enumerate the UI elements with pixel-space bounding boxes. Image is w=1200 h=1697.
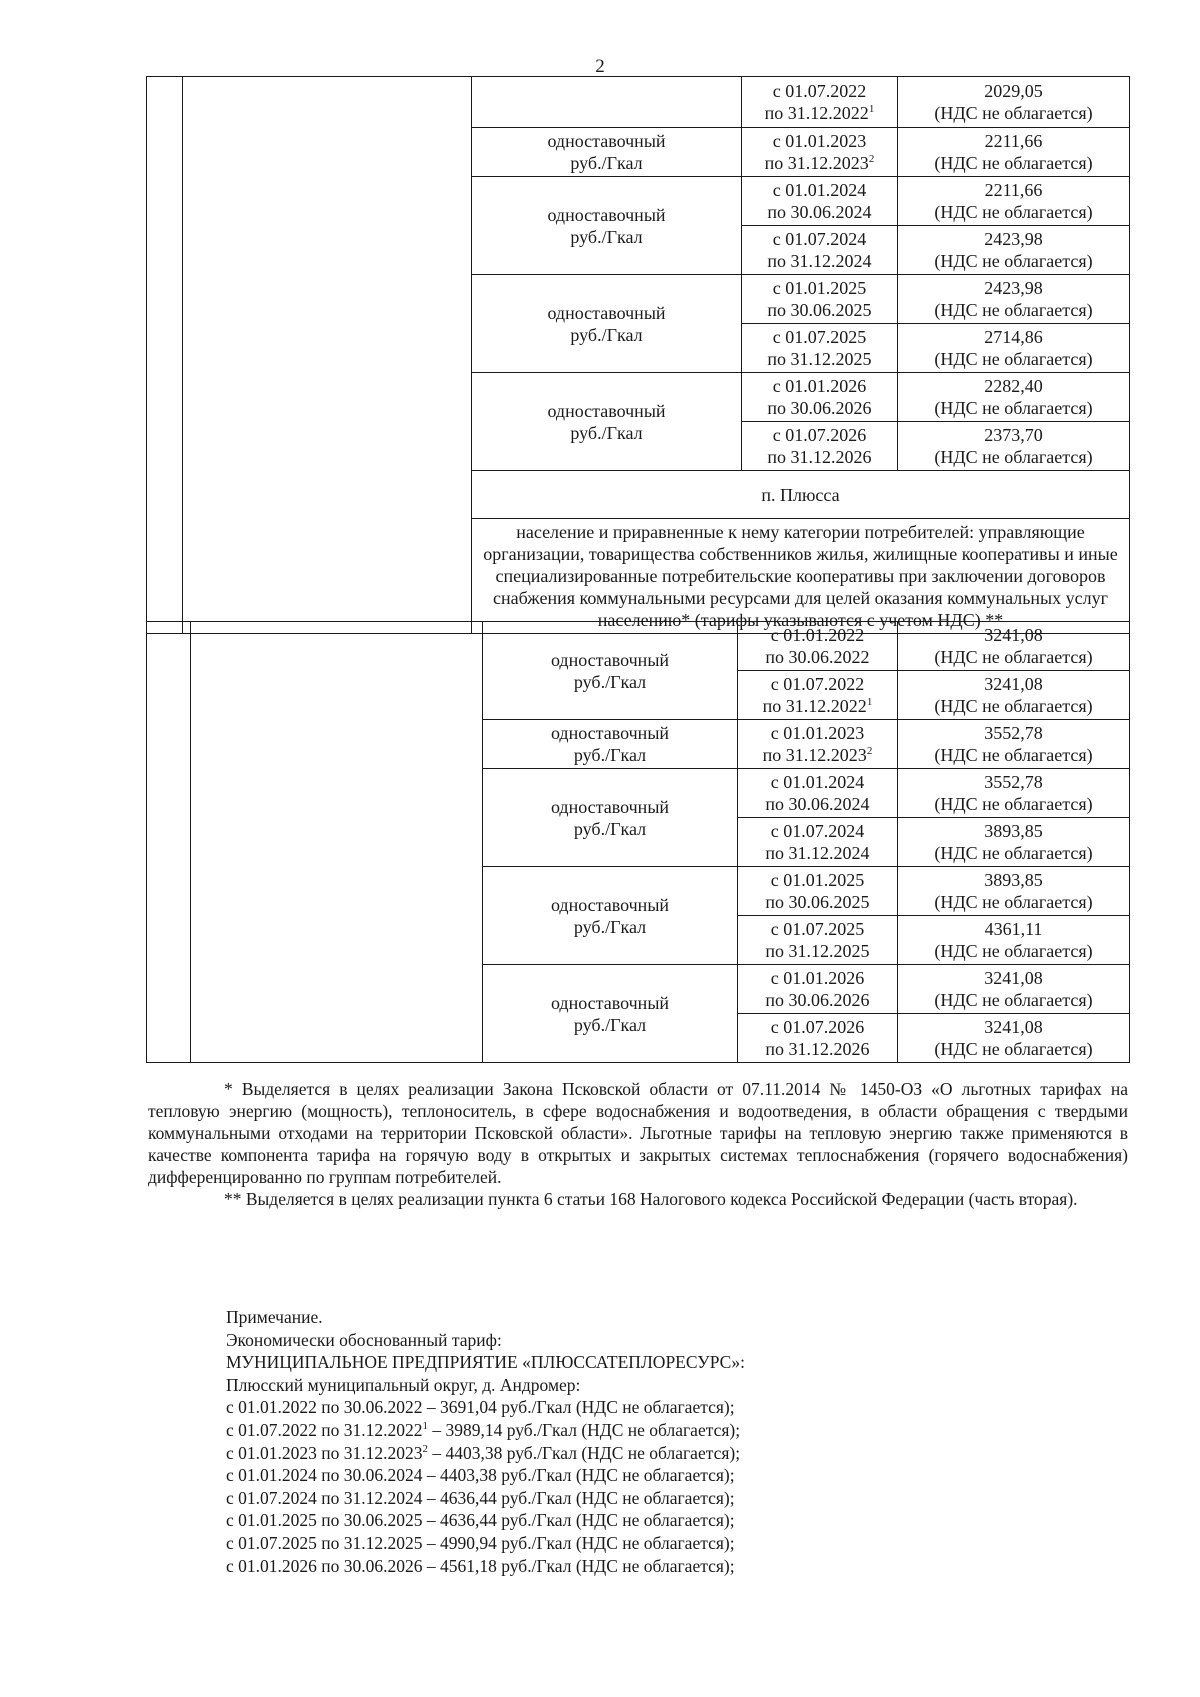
period-from: с 01.07.2025 <box>770 919 865 939</box>
tariff-unit: руб./Гкал <box>573 916 647 937</box>
tariff-kind: одноставочный <box>550 649 670 670</box>
period-to: по 30.06.2024 <box>765 794 870 814</box>
note-locality: Плюсский муниципальный округ, д. Андромер: <box>226 1374 581 1395</box>
period-cell <box>742 128 898 177</box>
period-from: с 01.01.2023 <box>772 131 867 151</box>
period-cell <box>742 77 898 128</box>
period-cell <box>742 324 898 373</box>
period-to: по 30.06.2022 <box>765 647 870 667</box>
vat-note: (НДС не облагается) <box>934 300 1093 320</box>
tariff-value: 2423,98 <box>984 229 1043 249</box>
period-cell <box>738 965 898 1014</box>
note-heading: Примечание. <box>226 1307 323 1327</box>
period-to: по 31.12.2026 <box>767 447 872 467</box>
page-number: 2 <box>595 56 605 77</box>
note-tariff-title: Экономически обоснованный тариф: <box>226 1329 502 1350</box>
period-to: по 31.12.2023$^2$ <box>762 745 873 765</box>
note-line: с 01.07.2025 по 31.12.2025 – 4990,94 руб./Гкал (НДС не облагается); <box>226 1532 735 1553</box>
locality-heading: п. Плюсса <box>472 471 1130 519</box>
period-to: по 31.12.2025 <box>767 349 872 369</box>
tariff-unit: руб./Гкал <box>570 153 643 173</box>
vat-note: (НДС не облагается) <box>934 990 1093 1010</box>
footnotes <box>148 1078 1128 1210</box>
tariff-kind: одноставочный <box>547 204 666 225</box>
tariff-kind-cell <box>483 720 738 769</box>
tariff-kind-cell <box>483 965 738 1063</box>
vat-note: (НДС не облагается) <box>934 892 1093 912</box>
tariff-unit: руб./Гкал <box>570 324 643 345</box>
tariff-kind-cell <box>472 128 742 177</box>
period-to: по 31.12.2022$^1$ <box>764 103 875 123</box>
tariff-value-cell <box>898 818 1130 867</box>
period-cell <box>738 916 898 965</box>
tariff-unit: руб./Гкал <box>573 818 647 839</box>
tariff-kind-cell <box>472 373 742 471</box>
tariff-value: 3552,78 <box>984 723 1043 743</box>
period-cell <box>738 867 898 916</box>
period-to: по 30.06.2025 <box>767 300 872 320</box>
tariff-value-cell <box>898 177 1130 226</box>
period-to: по 31.12.2026 <box>765 1039 870 1059</box>
tariff-value: 3241,08 <box>984 1017 1043 1037</box>
period-to: по 30.06.2024 <box>767 202 872 222</box>
tariff-unit: руб./Гкал <box>573 1014 647 1035</box>
tariff-value: 3241,08 <box>984 674 1043 694</box>
vat-note: (НДС не облагается) <box>934 647 1093 667</box>
period-cell <box>742 226 898 275</box>
period-to: по 31.12.2022$^1$ <box>762 696 873 716</box>
vat-note: (НДС не облагается) <box>934 941 1093 961</box>
period-from: с 01.07.2022 <box>772 81 867 101</box>
footnote-star2: ** Выделяется в целях реализации пункта 6 статьи 168 Налогового кодекса Российской Федерации (часть вторая). <box>224 1189 1078 1209</box>
tariff-value-cell <box>898 671 1130 720</box>
period-from: с 01.07.2026 <box>770 1017 865 1037</box>
period-from: с 01.01.2025 <box>772 278 867 298</box>
note-block <box>226 1306 1126 1577</box>
table-empty-cell <box>183 77 472 634</box>
vat-note: (НДС не облагается) <box>934 696 1093 716</box>
tariff-value: 4361,11 <box>984 919 1043 939</box>
period-cell <box>738 1014 898 1063</box>
period-cell <box>742 422 898 471</box>
tariff-kind-cell <box>472 275 742 373</box>
period-cell <box>738 671 898 720</box>
tariff-value: 2029,05 <box>984 81 1043 101</box>
period-to: по 31.12.2024 <box>765 843 870 863</box>
vat-note: (НДС не облагается) <box>934 202 1093 222</box>
period-cell <box>738 769 898 818</box>
period-cell <box>742 373 898 422</box>
period-from: с 01.07.2024 <box>772 229 867 249</box>
tariff-table-upper <box>146 76 1130 634</box>
table-empty-cell <box>147 77 183 634</box>
tariff-value: 3241,08 <box>984 968 1043 988</box>
tariff-value-cell <box>898 226 1130 275</box>
tariff-value-cell <box>898 867 1130 916</box>
period-from: с 01.07.2026 <box>772 425 867 445</box>
period-to: по 30.06.2026 <box>765 990 870 1010</box>
period-to: по 30.06.2026 <box>767 398 872 418</box>
consumer-category: население и приравненные к нему категории потребителей: управляющие организации, товарищества собственников жилья, жилищные кооперативы и иные специализированные потребительские кооперативы при заключении договоров снабжения коммунальными ресурсами для целей оказания коммунальных услуг населению* (тарифы указываются с учетом НДС) ** <box>472 519 1130 634</box>
note-line: с 01.07.2024 по 31.12.2024 – 4636,44 руб./Гкал (НДС не облагается); <box>226 1487 735 1508</box>
tariff-unit: руб./Гкал <box>573 745 647 765</box>
tariff-kind: одноставочный <box>547 400 666 421</box>
vat-note: (НДС не облагается) <box>934 103 1093 123</box>
tariff-value: 2423,98 <box>984 278 1043 298</box>
tariff-kind: одноставочный <box>547 302 666 323</box>
vat-note: (НДС не облагается) <box>934 349 1093 369</box>
tariff-value-cell <box>898 373 1130 422</box>
period-from: с 01.07.2025 <box>772 327 867 347</box>
vat-note: (НДС не облагается) <box>934 398 1093 418</box>
tariff-value-cell <box>898 77 1130 128</box>
tariff-value: 2211,66 <box>984 131 1043 151</box>
note-line: с 01.01.2022 по 30.06.2022 – 3691,04 руб./Гкал (НДС не облагается); <box>226 1397 735 1418</box>
tariff-value: 3893,85 <box>984 870 1043 890</box>
table-empty-cell <box>147 622 191 1063</box>
period-from: с 01.01.2024 <box>772 180 867 200</box>
period-to: по 30.06.2025 <box>765 892 870 912</box>
period-to: по 31.12.2023$^2$ <box>764 153 875 173</box>
vat-note: (НДС не облагается) <box>934 251 1093 271</box>
table-row <box>147 77 1130 128</box>
tariff-value-cell <box>898 720 1130 769</box>
tariff-value-cell <box>898 324 1130 373</box>
tariff-value: 3893,85 <box>984 821 1043 841</box>
tariff-kind-cell <box>483 622 738 720</box>
period-from: с 01.01.2026 <box>772 376 867 396</box>
period-to: по 31.12.2024 <box>767 251 872 271</box>
period-to: по 31.12.2025 <box>765 941 870 961</box>
vat-note: (НДС не облагается) <box>934 1039 1093 1059</box>
note-line: с 01.07.2022 по 31.12.2022$^1$ – 3989,14 руб./Гкал (НДС не облагается); <box>226 1419 741 1440</box>
period-from: с 01.07.2022 <box>770 674 865 694</box>
vat-note: (НДС не облагается) <box>934 447 1093 467</box>
tariff-kind: одноставочный <box>550 796 670 817</box>
period-cell <box>738 622 898 671</box>
tariff-table-lower <box>146 621 1130 1063</box>
tariff-value: 3552,78 <box>984 772 1043 792</box>
note-line: с 01.01.2023 по 31.12.2023$^2$ – 4403,38 руб./Гкал (НДС не облагается); <box>226 1442 741 1463</box>
vat-note: (НДС не облагается) <box>934 153 1093 173</box>
footnote-star1: * Выделяется в целях реализации Закона Псковской области от 07.11.2014 № 1450-ОЗ «О льготных тарифах на тепловую энергию (мощность), теплоноситель, в сфере водоснабжения и водоотведения, в области обращения с твердыми коммунальными отходами на территории Псковской области». Льготные тарифы на тепловую энергию также применяются в качестве компонента тарифа на горячую воду в открытых и закрытых системах теплоснабжения (горячего водоснабжения) дифференцированно по группам потребителей. <box>148 1079 1128 1187</box>
period-cell <box>742 275 898 324</box>
tariff-value: 2714,86 <box>984 327 1043 347</box>
tariff-kind: одноставочный <box>550 723 670 743</box>
note-organization: МУНИЦИПАЛЬНОЕ ПРЕДПРИЯТИЕ «ПЛЮССАТЕПЛОРЕСУРС»: <box>226 1352 745 1373</box>
table-row <box>147 622 1130 671</box>
table-empty-cell <box>191 622 483 1063</box>
tariff-value: 2211,66 <box>984 180 1043 200</box>
vat-note: (НДС не облагается) <box>934 745 1093 765</box>
period-from: с 01.01.2025 <box>770 870 865 890</box>
tariff-unit: руб./Гкал <box>570 226 643 247</box>
tariff-value-cell <box>898 275 1130 324</box>
note-line: с 01.01.2024 по 30.06.2024 – 4403,38 руб./Гкал (НДС не облагается); <box>226 1465 735 1486</box>
period-from: с 01.01.2022 <box>770 625 865 645</box>
vat-note: (НДС не облагается) <box>934 843 1093 863</box>
note-line: с 01.01.2025 по 30.06.2025 – 4636,44 руб./Гкал (НДС не облагается); <box>226 1510 735 1531</box>
tariff-value-cell <box>898 422 1130 471</box>
tariff-kind-cell <box>483 867 738 965</box>
tariff-value-cell <box>898 1014 1130 1063</box>
table-empty-cell <box>472 77 742 128</box>
tariff-unit: руб./Гкал <box>570 422 643 443</box>
tariff-unit: руб./Гкал <box>573 671 647 692</box>
tariff-value-cell <box>898 916 1130 965</box>
period-from: с 01.01.2026 <box>770 968 865 988</box>
period-cell <box>742 177 898 226</box>
tariff-value-cell <box>898 965 1130 1014</box>
period-from: с 01.01.2024 <box>770 772 865 792</box>
vat-note: (НДС не облагается) <box>934 794 1093 814</box>
period-from: с 01.07.2024 <box>770 821 865 841</box>
period-from: с 01.01.2023 <box>770 723 865 743</box>
tariff-value-cell <box>898 622 1130 671</box>
tariff-kind: одноставочный <box>550 992 670 1013</box>
note-line: с 01.01.2026 по 30.06.2026 – 4561,18 руб./Гкал (НДС не облагается); <box>226 1555 735 1576</box>
tariff-value-cell <box>898 769 1130 818</box>
tariff-value: 2282,40 <box>984 376 1043 396</box>
tariff-kind-cell <box>483 769 738 867</box>
tariff-value: 2373,70 <box>984 425 1043 445</box>
period-cell <box>738 818 898 867</box>
tariff-value: 3241,08 <box>984 625 1043 645</box>
tariff-value-cell <box>898 128 1130 177</box>
tariff-kind-cell <box>472 177 742 275</box>
period-cell <box>738 720 898 769</box>
tariff-kind: одноставочный <box>547 131 666 151</box>
tariff-kind: одноставочный <box>550 894 670 915</box>
